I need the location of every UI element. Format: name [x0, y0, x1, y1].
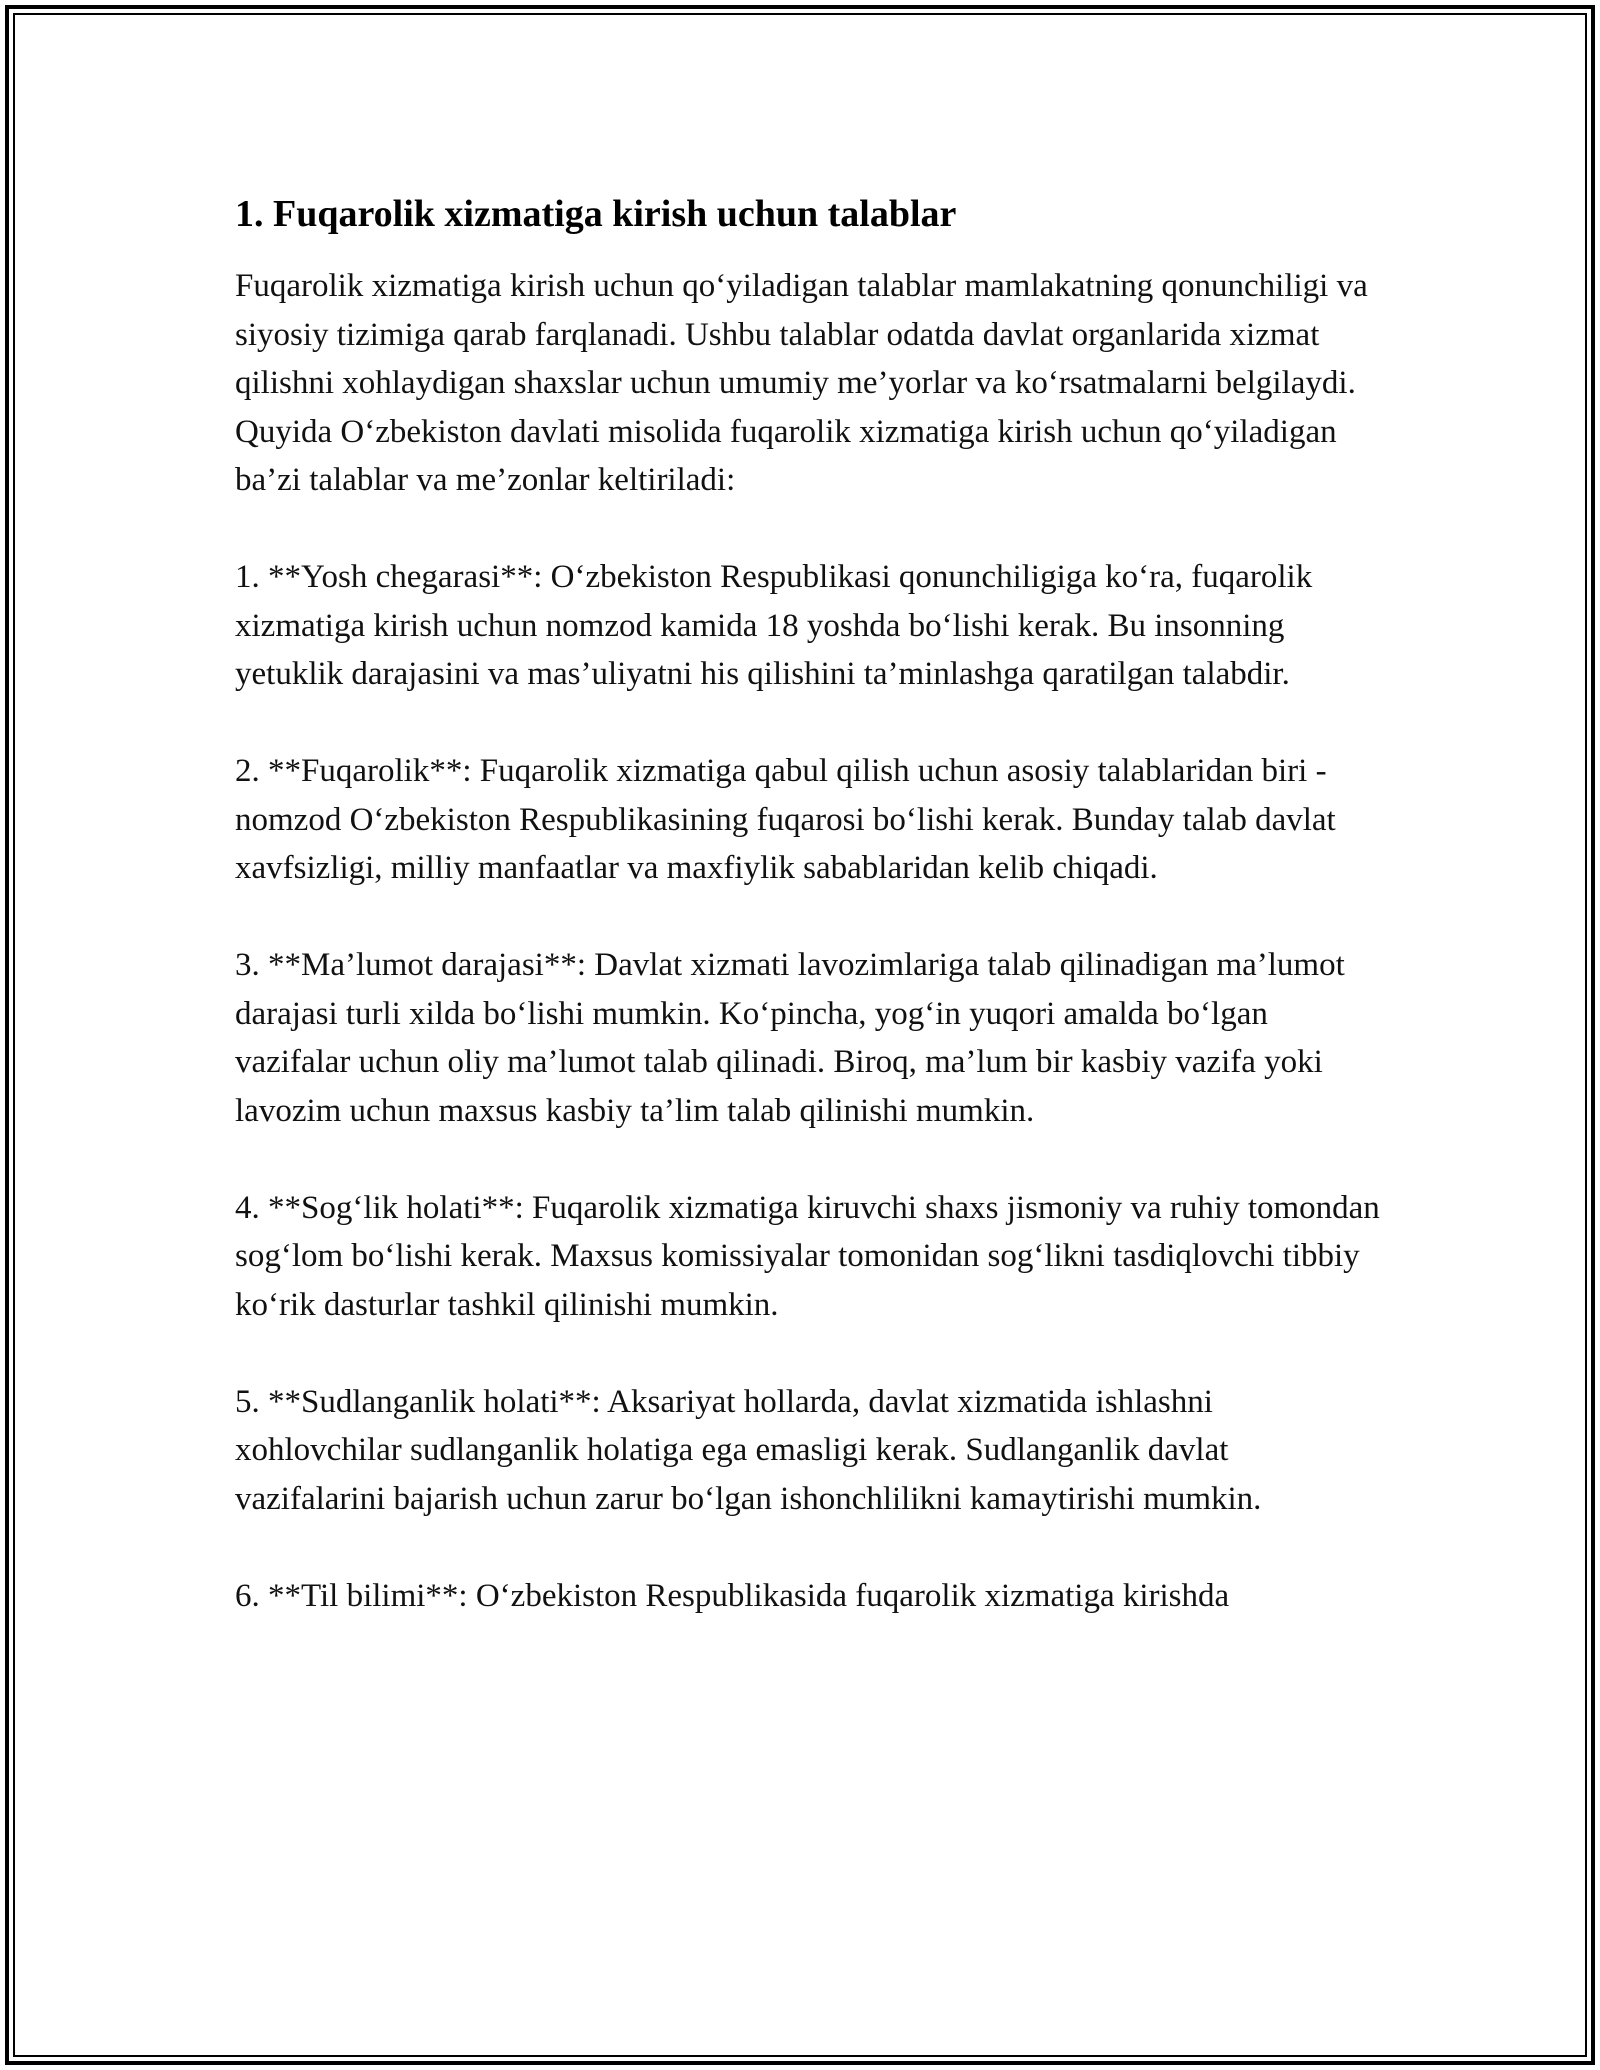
requirement-age: 1. **Yosh chegarasi**: O‘zbekiston Respublikasi qonunchiligiga ko‘ra, fuqarolik xizmatiga kirish uchun nomzod kamida 18 yoshda bo‘lishi kerak. Bu insonning yetuklik darajasini va mas’uliyatni his qilishini ta’minlashga qaratilgan talabdir. — [235, 559, 1313, 692]
requirement-language: 6. **Til bilimi**: O‘zbekiston Respublikasida fuqarolik xizmatiga kirishda — [235, 1577, 1230, 1614]
requirement-citizenship: 2. **Fuqarolik**: Fuqarolik xizmatiga qabul qilish uchun asosiy talablaridan biri - nomzod O‘zbekiston Respublikasining fuqarosi bo‘lishi kerak. Bunday talab davlat xavfsizligi, milliy manfaatlar va maxfiylik sabablaridan kelib chiqadi. — [235, 753, 1336, 886]
requirement-education: 3. **Ma’lumot darajasi**: Davlat xizmati lavozimlariga talab qilinadigan ma’lumot darajasi turli xilda bo‘lishi mumkin. Ko‘pincha, yog‘in yuqori amalda bo‘lgan vazifalar uchun oliy ma’lumot talab qilinadi. Biroq, ma’lum bir kasbiy vazifa yoki lavozim uchun maxsus kasbiy ta’lim talab qilinishi mumkin. — [235, 947, 1345, 1129]
requirement-health: 4. **Sog‘lik holati**: Fuqarolik xizmatiga kiruvchi shaxs jismoniy va ruhiy tomondan sog‘lom bo‘lishi kerak. Maxsus komissiyalar tomonidan sog‘likni tasdiqlovchi tibbiy ko‘rik dasturlar tashkil qilinishi mumkin. — [235, 1189, 1380, 1323]
document-body — [235, 188, 1385, 1620]
requirement-criminal-record: 5. **Sudlanganlik holati**: Aksariyat hollarda, davlat xizmatida ishlashni xohlovchilar sudlanganlik holatiga ega emasligi kerak. Sudlanganlik davlat vazifalarini bajarish uchun zarur bo‘lgan ishonchlilikni kamaytirishi mumkin. — [235, 1383, 1262, 1517]
section-heading: 1. Fuqarolik xizmatiga kirish uchun talablar — [235, 193, 957, 235]
intro-paragraph: Fuqarolik xizmatiga kirish uchun qo‘yiladigan talablar mamlakatning qonunchiligi va siyosiy tizimiga qarab farqlanadi. Ushbu talablar odatda davlat organlarida xizmat qilishni xohlaydigan shaxslar uchun umumiy me’yorlar va ko‘rsatmalarni belgilaydi. Quyida O‘zbekiston davlati misolida fuqarolik xizmatiga kirish uchun qo‘yiladigan ba’zi talablar va me’zonlar keltiriladi: — [235, 268, 1368, 498]
